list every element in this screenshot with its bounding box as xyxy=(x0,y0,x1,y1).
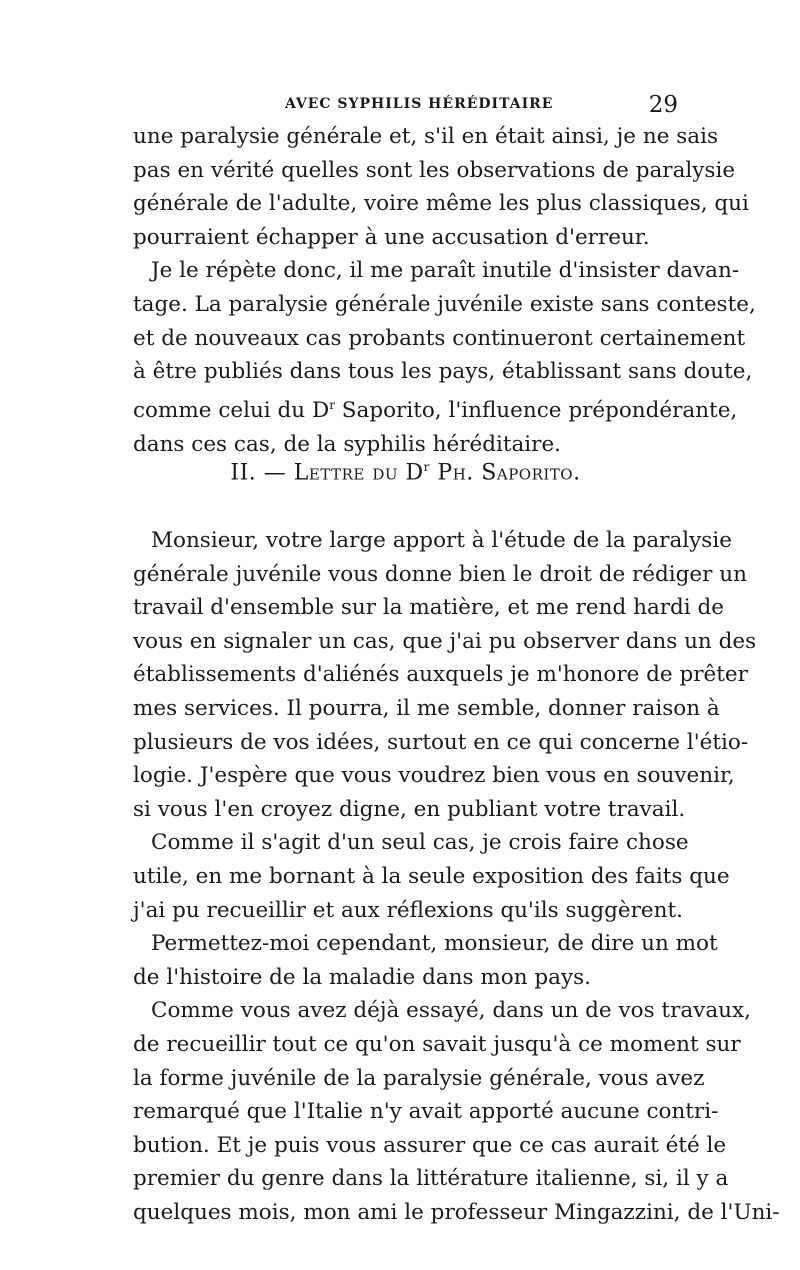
text-line: pourraient échapper à une accusation d'erreur. xyxy=(133,224,650,250)
superscript: r xyxy=(329,397,335,412)
text-line: établissements d'aliénés auxquels je m'honore de prêter xyxy=(133,662,748,688)
section-number: II. — xyxy=(230,460,287,486)
text-line: Je le répète donc, il me paraît inutile d'insister davan- xyxy=(151,258,740,284)
text-line: générale de l'adulte, voire même les plus classiques, qui xyxy=(133,191,749,217)
text-line: à être publiés dans tous les pays, établissant sans doute, xyxy=(133,359,753,385)
text-line: bution. Et je puis vous assurer que ce cas aurait été le xyxy=(133,1132,727,1158)
text-line: plusieurs de vos idées, surtout en ce qui concerne l'étio- xyxy=(133,729,749,755)
page-number: 29 xyxy=(648,92,678,118)
text-line: Comme il s'agit d'un seul cas, je crois faire chose xyxy=(151,830,689,856)
text-line: vous en signaler un cas, que j'ai pu observer dans un des xyxy=(133,628,757,654)
section-heading xyxy=(133,460,678,485)
text-line: pas en vérité quelles sont les observations de paralysie xyxy=(133,157,736,183)
paragraph xyxy=(133,524,757,826)
paragraph xyxy=(133,254,756,461)
text-line: tage. La paralysie générale juvénile existe sans conteste, xyxy=(133,291,756,317)
text-line: remarqué que l'Italie n'y avait apporté aucune contri- xyxy=(133,1099,719,1125)
text-line: mes services. Il pourra, il me semble, donner raison à xyxy=(133,695,720,721)
section-title-name: Ph. Saporito. xyxy=(429,460,581,486)
text-line: Comme vous avez déjà essayé, dans un de vos travaux, xyxy=(151,998,751,1024)
running-title: AVEC SYPHILIS HÉRÉDITAIRE xyxy=(285,96,554,112)
text-line: Monsieur, votre large apport à l'étude de la paralysie xyxy=(151,528,732,553)
text-line: si vous l'en croyez digne, en publiant votre travail. xyxy=(133,796,686,822)
text-line: premier du genre dans la littérature italienne, si, il y a xyxy=(133,1166,729,1192)
text-line: la forme juvénile de la paralysie générale, vous avez xyxy=(133,1065,705,1091)
text-line: générale juvénile vous donne bien le droit de rédiger un xyxy=(133,561,747,587)
text-line: utile, en me bornant à la seule exposition des faits que xyxy=(133,863,730,889)
paragraph xyxy=(133,927,718,994)
text-line: Permettez-moi cependant, monsieur, de dire un mot xyxy=(151,931,718,957)
superscript: r xyxy=(423,460,430,474)
text-line: quelques mois, mon ami le professeur Mingazzini, de l'Uni- xyxy=(133,1199,780,1225)
section-title: Lettre du D xyxy=(293,460,424,486)
text-fragment: comme celui du D xyxy=(133,397,330,423)
text-block-letter xyxy=(133,524,780,1229)
running-head xyxy=(135,92,678,120)
text-line xyxy=(133,389,738,428)
text-line: j'ai pu recueillir et aux réflexions qu'ils suggèrent. xyxy=(133,897,683,923)
text-block-top xyxy=(133,120,756,461)
text-line: logie. J'espère que vous voudrez bien vous en souvenir, xyxy=(133,763,735,789)
text-line: de recueillir tout ce qu'on savait jusqu'à ce moment sur xyxy=(133,1031,741,1057)
paragraph xyxy=(133,120,749,254)
paragraph xyxy=(133,826,730,927)
text-fragment: Saporito, l'influence prépondérante, xyxy=(334,397,738,423)
paragraph xyxy=(133,994,780,1229)
text-line: une paralysie générale et, s'il en était ainsi, je ne sais xyxy=(133,124,719,149)
text-line: dans ces cas, de la syphilis héréditaire. xyxy=(133,431,562,457)
text-line: et de nouveaux cas probants continueront certainement xyxy=(133,325,746,351)
text-line: travail d'ensemble sur la matière, et me rend hardi de xyxy=(133,595,724,621)
text-line: de l'histoire de la maladie dans mon pays. xyxy=(133,964,592,990)
